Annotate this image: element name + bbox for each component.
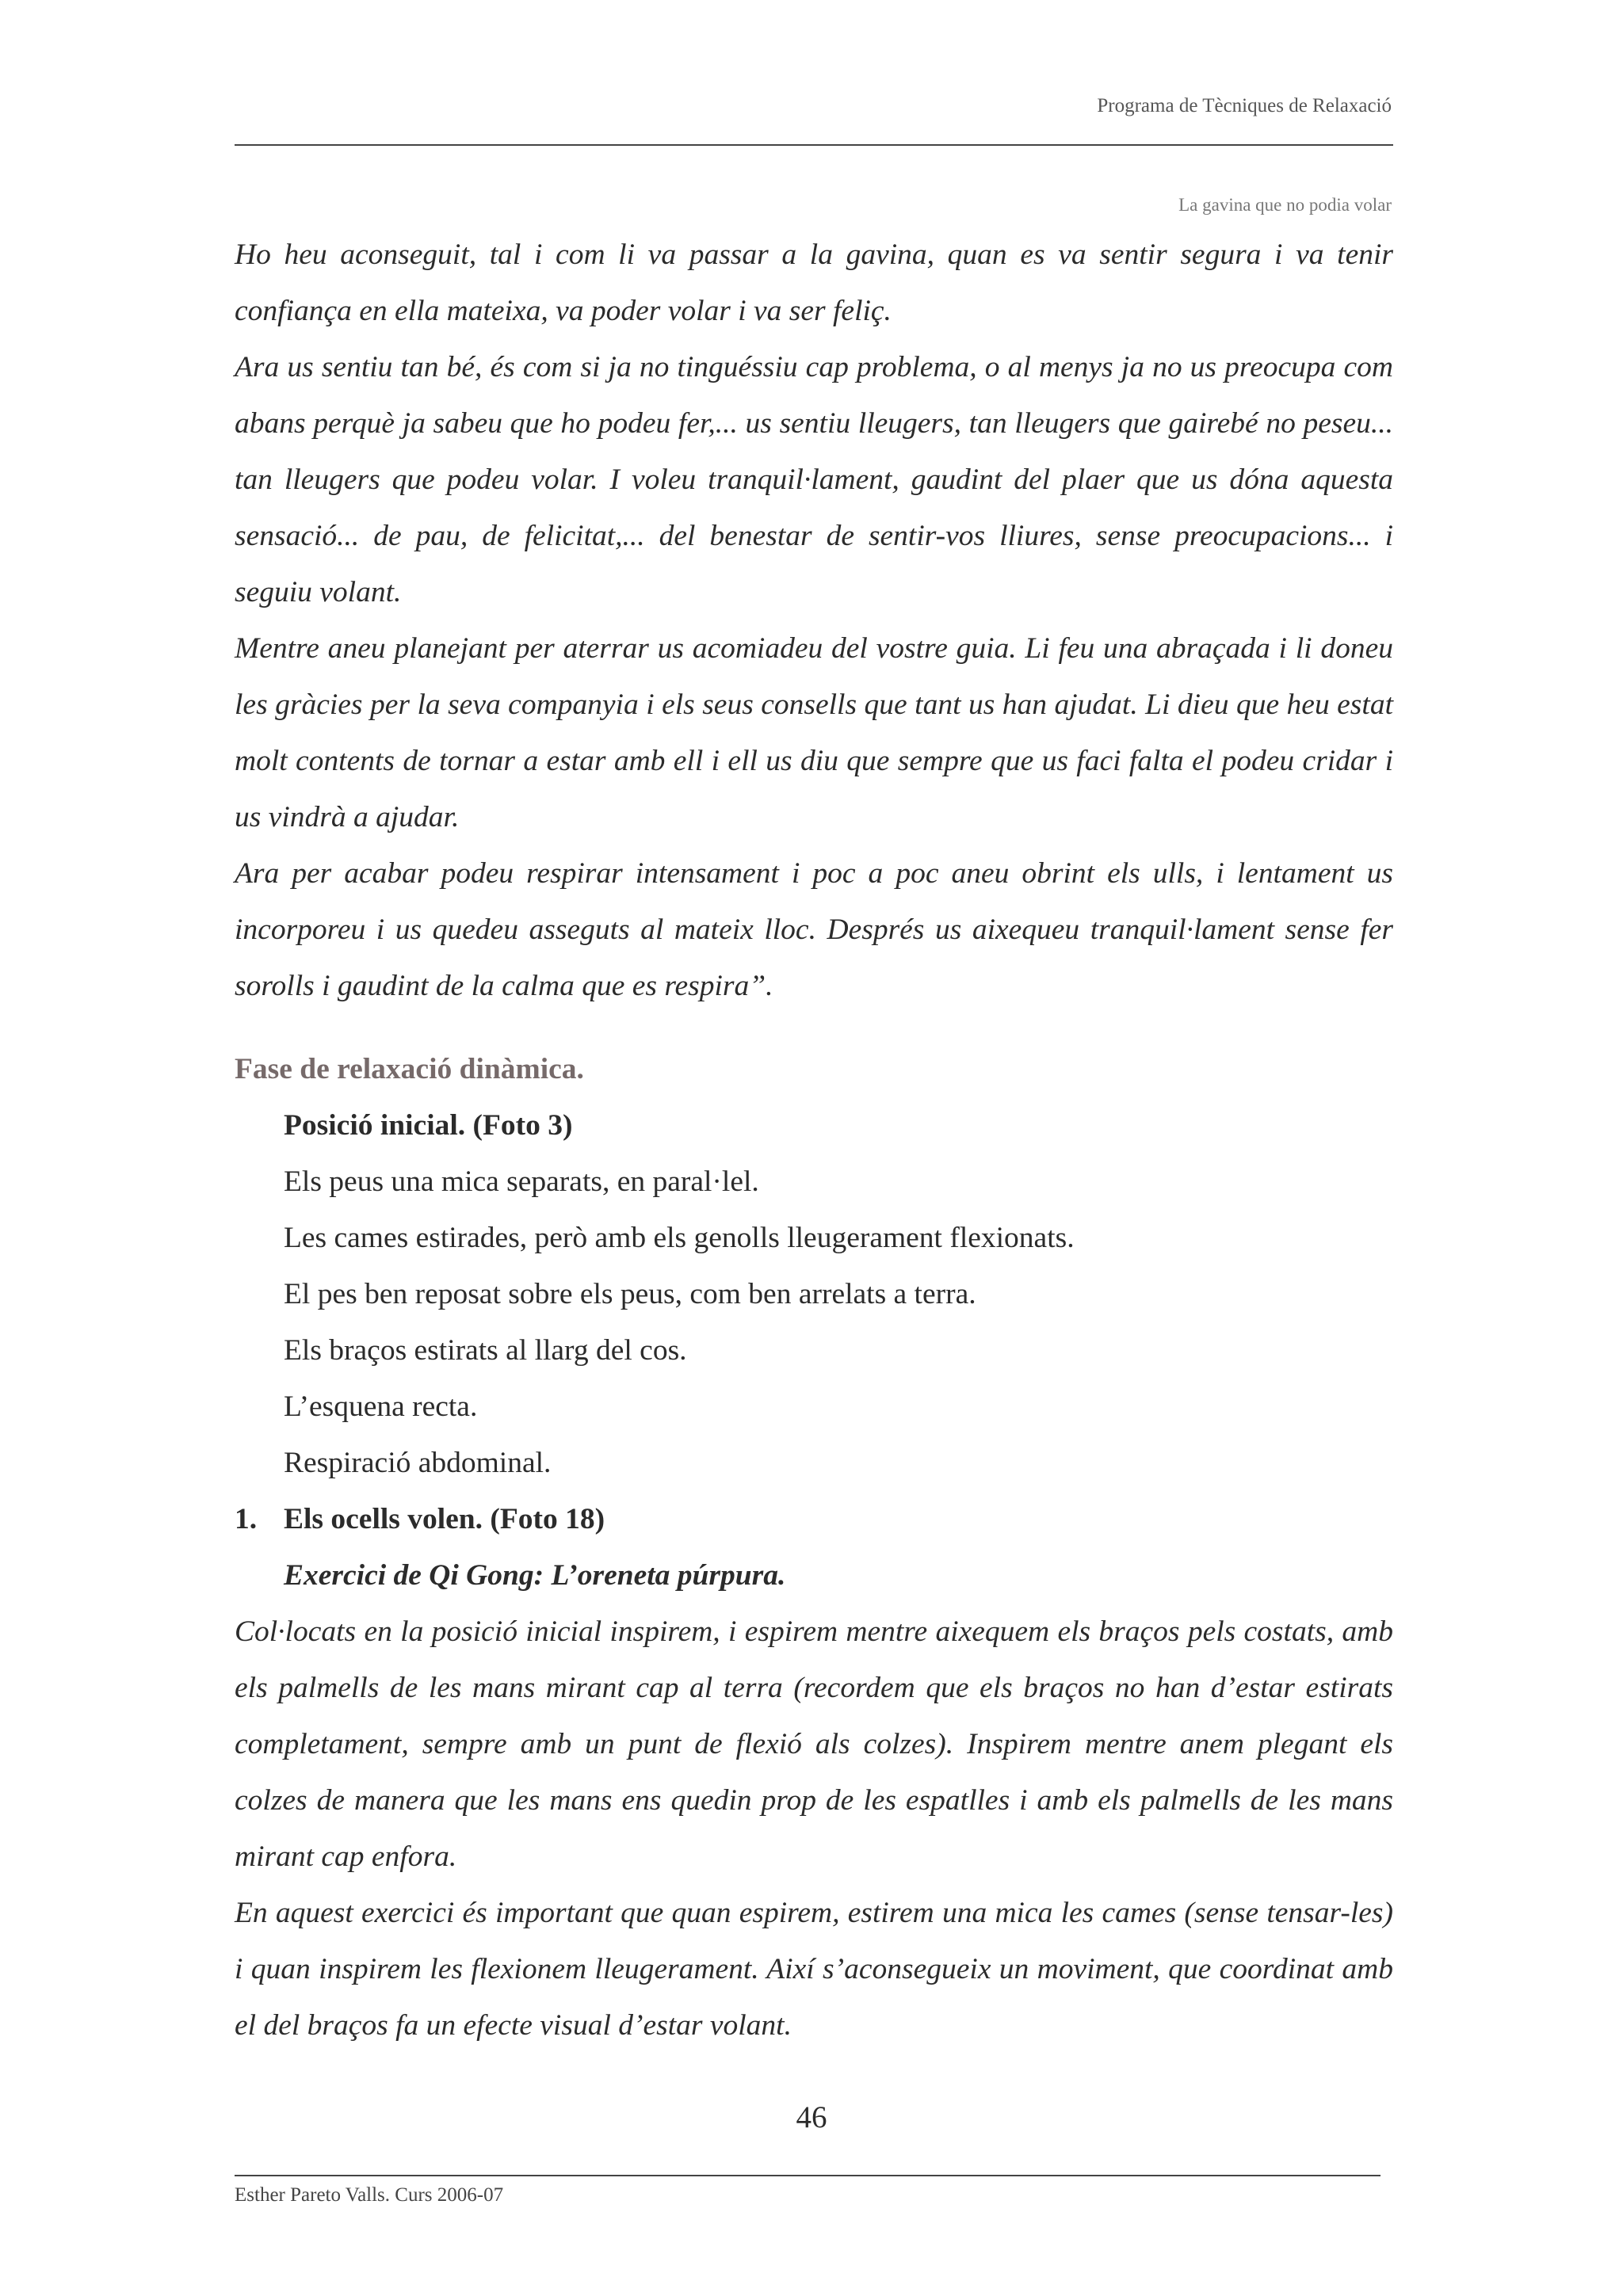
paragraph-4: Ara per acabar podeu respirar intensament i poc a poc aneu obrint els ulls, i lentament us incorporeu i us quedeu asseguts al mateix lloc. Després us aixequeu tranquil·lament sense fer sorolls i gaudint de la calma que es respira”. (235, 857, 1393, 1002)
paragraph-2: Ara us sentiu tan bé, és com si ja no tinguéssiu cap problema, o al menys ja no us preocupa com abans perquè ja sabeu que ho podeu fer,... us sentiu lleugers, tan lleugers que gairebé no peseu... tan lleugers que podeu volar. I voleu tranquil·lament, gaudint del plaer que us dóna aquesta sensació... de pau, de felicitat,... del benestar de sentir-vos lliures, sense preocupacions... i seguiu volant. (235, 351, 1393, 608)
paragraph-1: Ho heu aconseguit, tal i com li va passar a la gavina, quan es va sentir segura i va tenir confiança en ella mateixa, va poder volar i va ser feliç. (235, 238, 1393, 327)
initial-position-title: Posició inicial. (Foto 3) (284, 1109, 573, 1142)
paragraph-3: Mentre aneu planejant per aterrar us acomiadeu del vostre guia. Li feu una abraçada i li doneu les gràcies per la seva companyia i els seus consells que tant us han ajudat. Li dieu que heu estat molt contents de tornar a estar amb ell i ell us diu que sempre que us faci falta el podeu cridar i us vindrà a ajudar. (235, 632, 1393, 833)
exercise-heading (235, 1491, 1393, 1547)
exercise-number: 1. (235, 1503, 258, 1535)
initial-position-item-5: L’esquena recta. (284, 1390, 478, 1423)
initial-position-item-1: Els peus una mica separats, en paral·lel. (284, 1165, 759, 1198)
initial-position-item-4: Els braços estirats al llarg del cos. (284, 1334, 687, 1367)
footer-text: Esther Pareto Valls. Curs 2006-07 (235, 2184, 504, 2206)
section-subtitle: La gavina que no podia volar (1178, 195, 1392, 215)
page-number: 46 (796, 2100, 827, 2134)
main-content (235, 227, 1393, 2054)
initial-position-item-2: Les cames estirades, però amb els genolls lleugerament flexionats. (284, 1222, 1075, 1254)
header-rule (235, 144, 1393, 146)
header-title: Programa de Tècniques de Relaxació (1097, 95, 1392, 116)
exercise-subtitle: Exercici de Qi Gong: L’oreneta púrpura. (284, 1559, 786, 1592)
initial-position-item-3: El pes ben reposat sobre els peus, com ben arrelats a terra. (284, 1278, 976, 1310)
exercise-paragraph-1: Col·locats en la posició inicial inspirem, i espirem mentre aixequem els braços pels costats, amb els palmells de les mans mirant cap al terra (recordem que els braços no han d’estar estirats completament, sempre amb un punt de flexió als colzes). Inspirem mentre anem plegant els colzes de manera que les mans ens quedin prop de les espatlles i amb els palmells de les mans mirant cap enfora. (235, 1615, 1393, 1873)
exercise-paragraph-2: En aquest exercici és important que quan espirem, estirem una mica les cames (sense tensar-les) i quan inspirem les flexionem lleugerament. Així s’aconsegueix un moviment, que coordinat amb el del braços fa un efecte visual d’estar volant. (235, 1897, 1393, 2042)
footer-rule (235, 2175, 1381, 2176)
exercise-title: Els ocells volen. (Foto 18) (284, 1503, 605, 1535)
phase-heading: Fase de relaxació dinàmica. (235, 1053, 584, 1085)
initial-position-item-6: Respiració abdominal. (284, 1447, 552, 1479)
